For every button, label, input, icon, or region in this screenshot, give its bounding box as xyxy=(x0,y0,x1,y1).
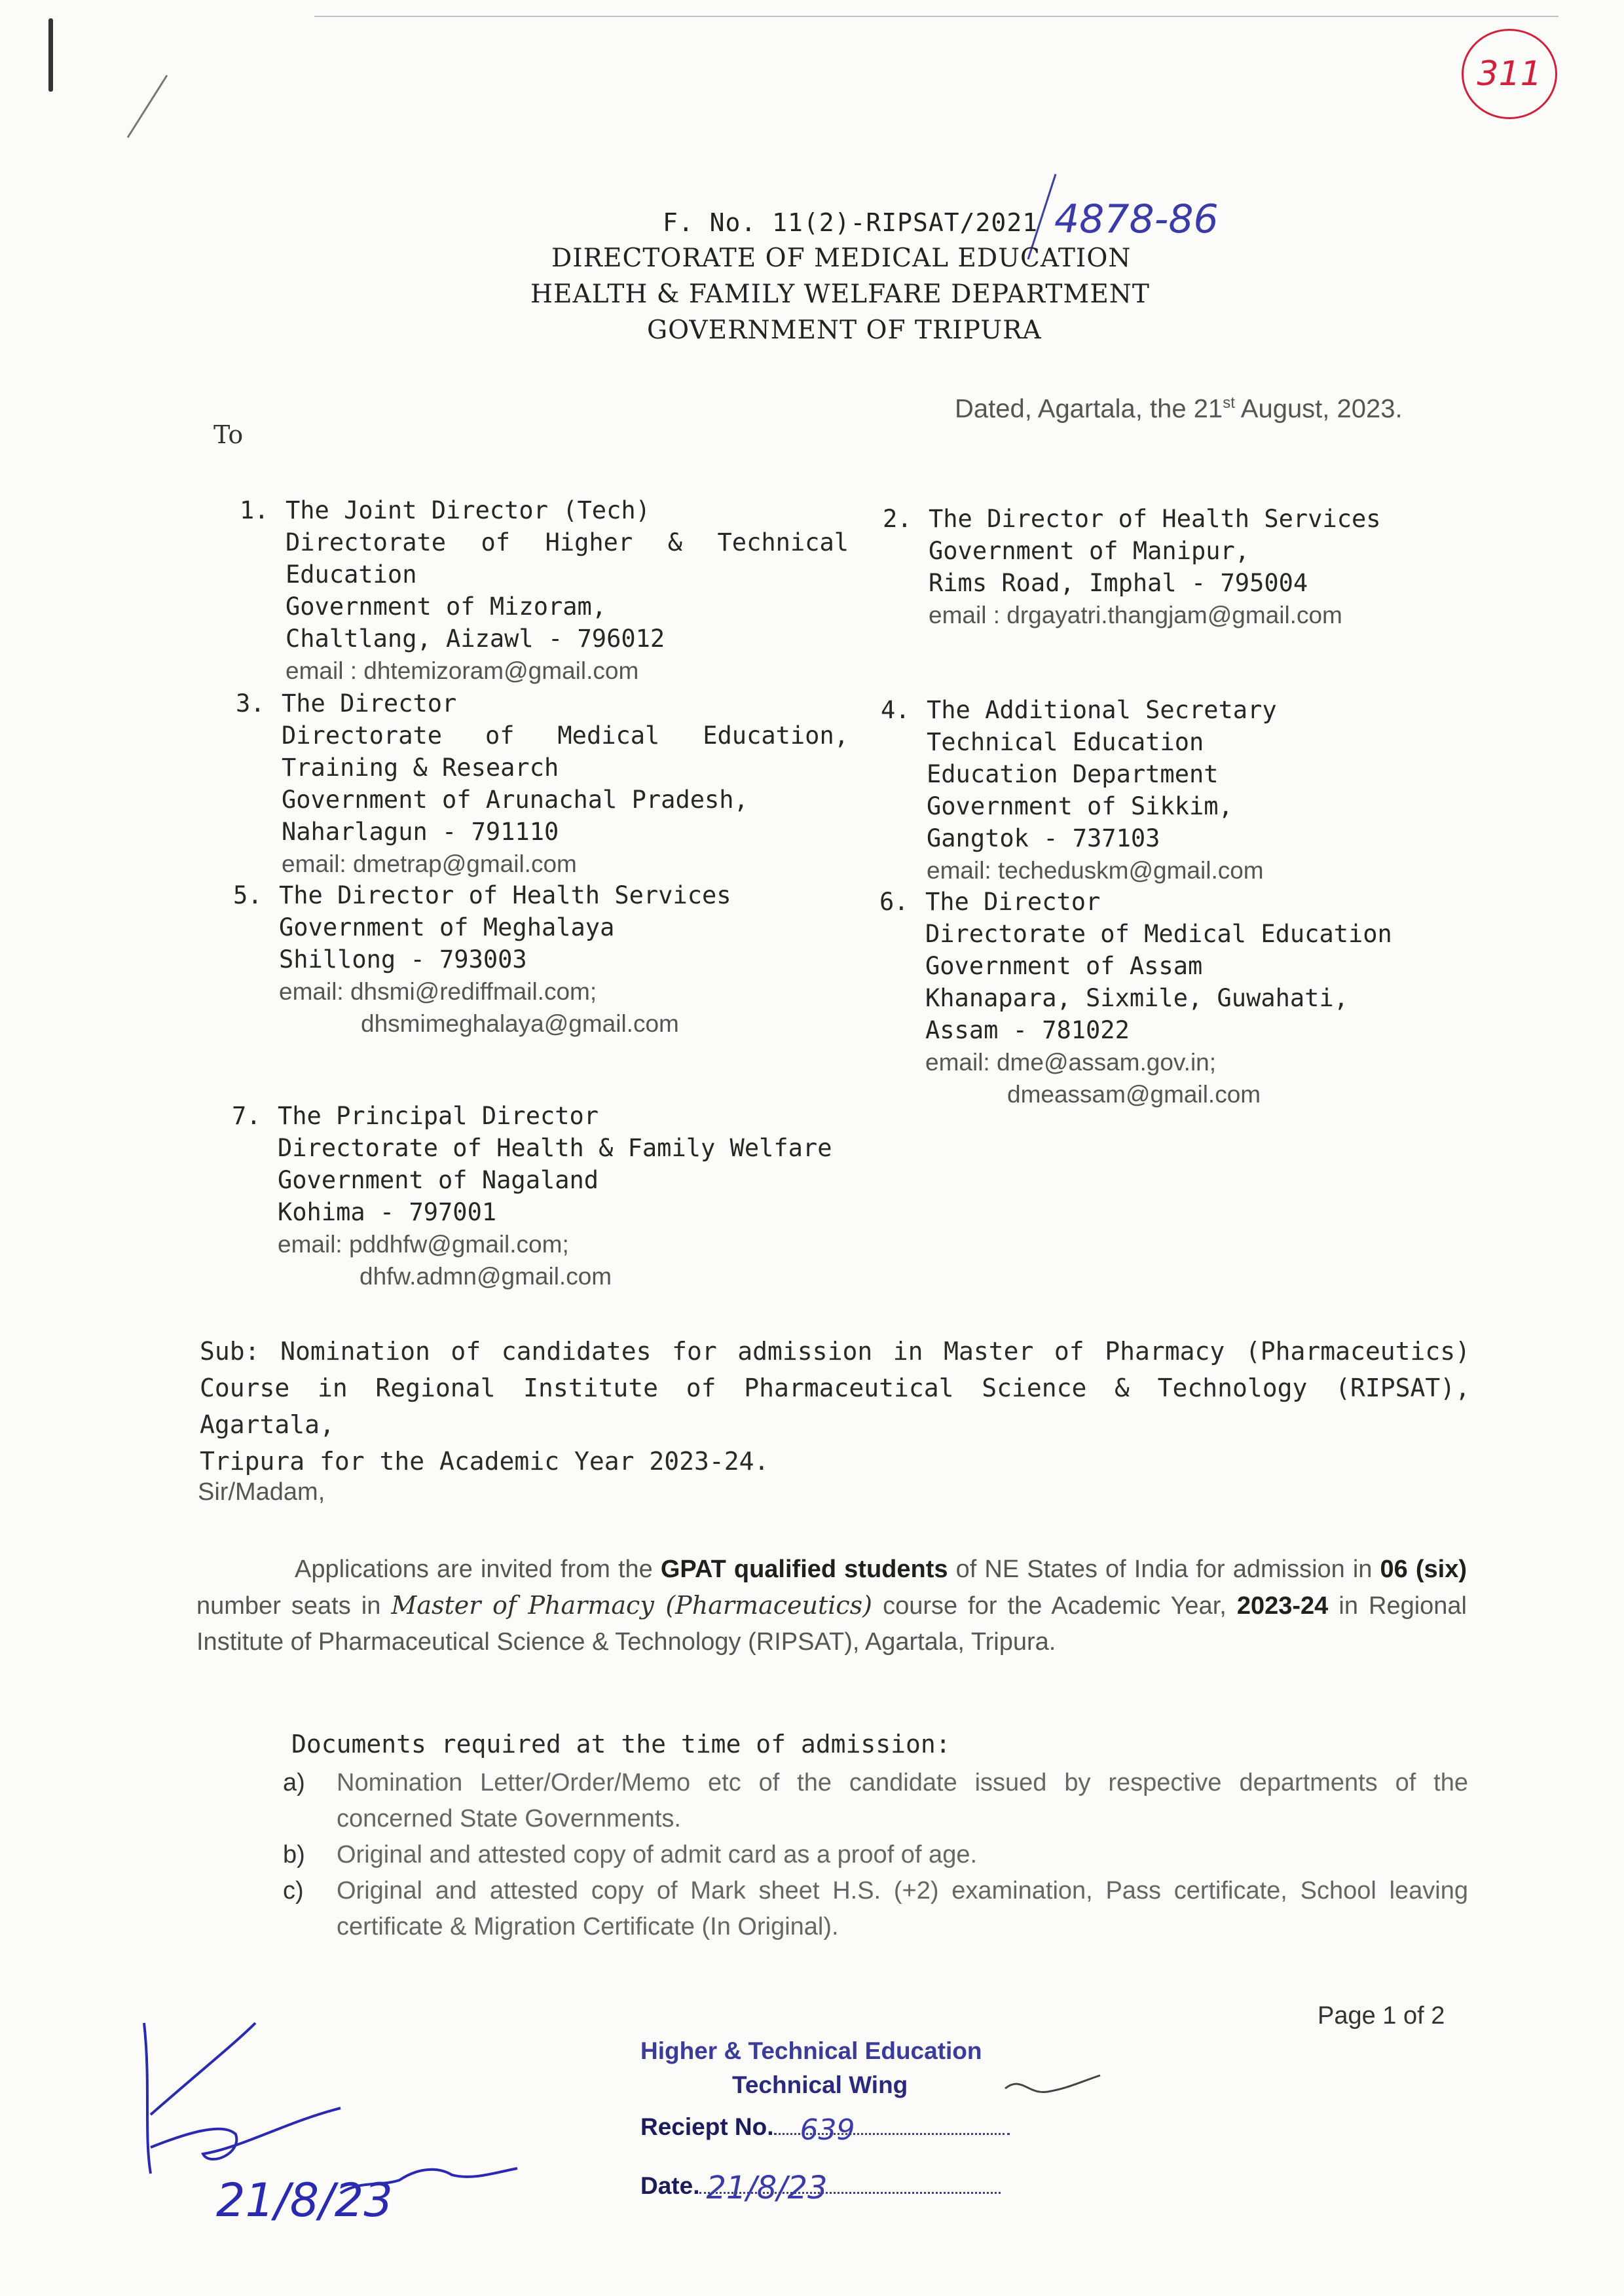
recipient-line: Shillong - 793003 xyxy=(279,945,527,974)
recipient-line: Directorate of Medical Education xyxy=(925,920,1392,948)
recipient-line: Government of Meghalaya xyxy=(279,913,615,941)
recipient-line: The Principal Director xyxy=(278,1102,599,1130)
paragraph-italic: Master of Pharmacy (Pharmaceutics) xyxy=(391,1591,873,1620)
dated-prefix: Dated, Agartala, the 21 xyxy=(955,394,1223,424)
margin-mark xyxy=(48,18,53,92)
paragraph-bold: GPAT qualified students xyxy=(660,1556,948,1583)
recipient-email-2: dhfw.admn@gmail.com xyxy=(360,1263,612,1290)
page-mark: 311 xyxy=(1477,54,1542,94)
handwritten-number: 4878-86 xyxy=(1054,196,1219,242)
recipient-number: 6. xyxy=(879,888,909,916)
header-line-2: HEALTH & FAMILY WELFARE DEPARTMENT xyxy=(530,280,1150,309)
recipient-email: email: dmetrap@gmail.com xyxy=(282,850,577,877)
paragraph-text: course for the Academic Year, xyxy=(872,1592,1237,1620)
recipient-2 xyxy=(883,503,1531,631)
recipient-3 xyxy=(236,687,849,880)
recipient-number: 3. xyxy=(236,689,265,718)
recipient-line: Education xyxy=(286,560,417,589)
documents-item xyxy=(283,1873,1468,1945)
receipt-stamp-line-2: Technical Wing xyxy=(732,2071,908,2098)
dated-sup: st xyxy=(1223,394,1235,412)
documents-item-mark: c) xyxy=(283,1877,304,1904)
documents-item xyxy=(283,1765,1468,1837)
recipient-number: 1. xyxy=(240,496,269,524)
recipient-line: The Director of Health Services xyxy=(929,505,1381,533)
page-footer: Page 1 of 2 xyxy=(1318,2002,1445,2030)
recipient-email-2: dhsmimeghalaya@gmail.com xyxy=(361,1010,679,1037)
recipient-line: The Director of Health Services xyxy=(279,881,731,909)
recipient-email: email: pddhfw@gmail.com; xyxy=(278,1231,569,1258)
recipient-line: The Director xyxy=(282,689,457,718)
receipt-date-dotted-line xyxy=(699,2170,1001,2206)
paragraph-text: in Regional Institute of Pharmaceutical Science & Technology (RIPSAT), Agartala, Tripura. xyxy=(196,1592,1467,1656)
recipient-1 xyxy=(240,494,849,687)
documents-list xyxy=(283,1765,1468,1945)
recipient-line: Government of Assam xyxy=(925,952,1203,980)
to-label: To xyxy=(213,420,244,449)
recipient-line: The Director xyxy=(925,888,1101,916)
recipient-number: 4. xyxy=(881,696,910,724)
recipient-line: Khanapara, Sixmile, Guwahati, xyxy=(925,984,1349,1012)
recipient-line: Government of Sikkim, xyxy=(927,792,1233,820)
salutation: Sir/Madam, xyxy=(198,1478,325,1506)
recipient-email: email : drgayatri.thangjam@gmail.com xyxy=(929,602,1342,629)
recipient-email: email: techeduskm@gmail.com xyxy=(927,857,1264,884)
recipient-line: Training & Research xyxy=(282,754,559,782)
paragraph-text: of NE States of India for admission in xyxy=(948,1556,1380,1583)
documents-title: Documents required at the time of admission: xyxy=(291,1730,951,1758)
recipient-line: Directorate of Higher & Technical xyxy=(286,528,849,556)
recipient-line: Assam - 781022 xyxy=(925,1016,1130,1044)
recipient-email-2: dmeassam@gmail.com xyxy=(1007,1081,1261,1108)
recipient-email: email : dhtemizoram@gmail.com xyxy=(286,657,639,684)
recipient-line: Naharlagun - 791110 xyxy=(282,818,559,846)
pen-stroke xyxy=(124,72,170,144)
body-paragraph xyxy=(196,1552,1467,1660)
recipient-4 xyxy=(881,694,1529,886)
recipient-line: Government of Nagaland xyxy=(278,1166,599,1194)
receipt-date-value: 21/8/23 xyxy=(706,2170,828,2206)
recipient-line: Rims Road, Imphal - 795004 xyxy=(929,569,1308,597)
documents-item-text: Original and attested copy of Mark sheet H.S. (+2) examination, Pass certificate, School leaving certificate & Migration Certificate (In Original). xyxy=(337,1877,1468,1941)
receipt-date-label: Date. xyxy=(640,2172,700,2199)
dated-line xyxy=(955,394,1403,424)
recipient-line: The Additional Secretary xyxy=(927,696,1277,724)
recipient-line: Directorate of Health & Family Welfare xyxy=(278,1134,832,1162)
subject-line-2: Course in Regional Institute of Pharmaceutical Science & Technology (RIPSAT), Agartala, xyxy=(200,1374,1470,1439)
recipient-line: Education Department xyxy=(927,760,1219,788)
recipient-email: email: dme@assam.gov.in; xyxy=(925,1049,1217,1076)
recipient-number: 2. xyxy=(883,505,912,533)
subject-text-1: Nomination of candidates for admission in Master of Pharmacy (Pharmaceutics) xyxy=(280,1337,1470,1366)
recipient-line: Government of Mizoram, xyxy=(286,592,607,621)
documents-item-mark: b) xyxy=(283,1841,305,1868)
subject-line-1 xyxy=(200,1333,1470,1370)
recipient-7 xyxy=(232,1100,893,1292)
subject-label: Sub: xyxy=(200,1337,260,1366)
documents-item-mark: a) xyxy=(283,1769,305,1796)
recipient-line: Technical Education xyxy=(927,728,1204,756)
initial-mark xyxy=(1002,2069,1107,2108)
subject-block xyxy=(200,1333,1470,1480)
header-line-1: DIRECTORATE OF MEDICAL EDUCATION xyxy=(551,244,1132,273)
recipient-number: 7. xyxy=(232,1102,261,1130)
recipient-line: Chaltlang, Aizawl - 796012 xyxy=(286,625,665,653)
paragraph-bold: 2023-24 xyxy=(1236,1592,1329,1620)
recipient-number: 5. xyxy=(233,881,263,909)
receipt-label: Reciept No. xyxy=(640,2113,774,2140)
page-number-circle xyxy=(1462,29,1557,119)
receipt-date-row xyxy=(640,2170,1001,2206)
recipient-6 xyxy=(879,886,1528,1110)
receipt-value: 639 xyxy=(800,2113,855,2147)
receipt-number-row xyxy=(640,2113,1010,2147)
file-number-text: F. No. 11(2)-RIPSAT/2021 xyxy=(663,208,1039,237)
paragraph-bold: 06 (six) xyxy=(1380,1556,1467,1583)
documents-item-text: Original and attested copy of admit card as a proof of age. xyxy=(337,1841,978,1868)
recipient-line: Government of Arunachal Pradesh, xyxy=(282,786,748,814)
signature-date: 21/8/23 xyxy=(216,2174,393,2227)
receipt-dotted-line xyxy=(774,2113,1010,2147)
top-rule xyxy=(314,16,1559,17)
recipient-line: Kohima - 797001 xyxy=(278,1198,497,1226)
recipient-line: Directorate of Medical Education, xyxy=(282,721,849,750)
subject-line-3: Tripura for the Academic Year 2023-24. xyxy=(200,1447,769,1476)
recipient-line: Gangtok - 737103 xyxy=(927,824,1160,852)
header-line-3: GOVERNMENT OF TRIPURA xyxy=(647,316,1042,345)
recipient-email: email: dhsmi@rediffmail.com; xyxy=(279,978,597,1005)
recipient-line: The Joint Director (Tech) xyxy=(286,496,650,524)
paragraph-text: number seats in xyxy=(196,1592,392,1620)
paragraph-text: Applications are invited from the xyxy=(295,1556,661,1583)
documents-item-text: Nomination Letter/Order/Memo etc of the candidate issued by respective departments of the concerned State Governments. xyxy=(337,1769,1468,1832)
file-number xyxy=(663,208,1038,237)
recipient-5 xyxy=(233,879,868,1040)
dated-suffix: August, 2023. xyxy=(1234,394,1403,424)
receipt-stamp-line-1: Higher & Technical Education xyxy=(640,2037,982,2064)
documents-item xyxy=(283,1837,1468,1873)
recipient-line: Government of Manipur, xyxy=(929,537,1250,565)
